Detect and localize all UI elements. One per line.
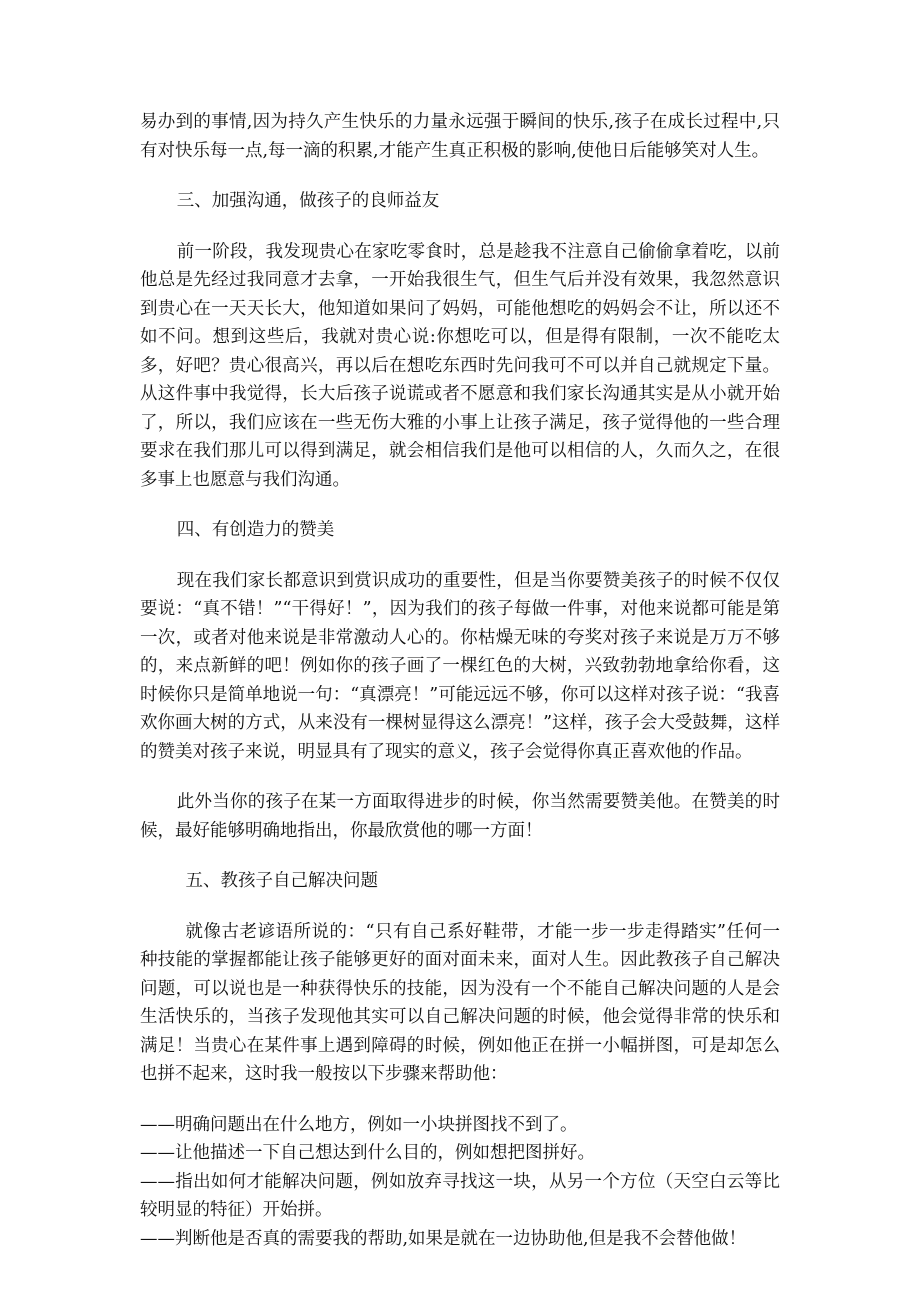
step-list-item: ——明确问题出在什么地方，例如一小块拼图找不到了。 bbox=[140, 1114, 578, 1135]
step-list-item: ——让他描述一下自己想达到什么目的，例如想把图拼好。 bbox=[140, 1143, 595, 1163]
intro-paragraph: 易办到的事情,因为持久产生快乐的力量永远强于瞬间的快乐,孩子在成长过程中,只有对快乐每一点,每一滴的积累,才能产生真正积极的影响,使他日后能够笑对人生。 bbox=[140, 112, 780, 161]
section-paragraph-communication: 前一阶段，我发现贵心在家吃零食时，总是趁我不注意自己偷偷拿着吃，以前他总是先经过我同意才去拿，一开始我很生气，但生气后并没有效果，我忽然意识到贵心在一天天长大，他知道如果问了妈妈，可能他想吃的妈妈会不让，所以还不如不问。想到这些后，我就对贵心说:你想吃可以，但是得有限制，一次不能吃太多，好吧？贵心很高兴，再以后在想吃东西时先问我可不可以并自己就规定下量。从这件事中我觉得，长大后孩子说谎或者不愿意和我们家长沟通其实是从小就开始了，所以，我们应该在一些无伤大雅的小事上让孩子满足，孩子觉得他的一些合理要求在我们那儿可以得到满足，就会相信我们是他可以相信的人，久而久之，在很多事上也愿意与我们沟通。 bbox=[140, 241, 780, 490]
document-body bbox=[140, 108, 780, 1253]
section-heading-problem-solving: 五、教孩子自己解决问题 bbox=[185, 871, 378, 891]
section-heading-communication: 三、加强沟通，做孩子的良师益友 bbox=[176, 191, 440, 211]
step-list-item: ——指出如何才能解决问题，例如放弃寻找这一块，从另一个方位（天空白云等比较明显的特征）开始拼。 bbox=[140, 1171, 780, 1220]
section-paragraph-problem-solving: 就像古老谚语所说的：“只有自己系好鞋带，才能一步一步走得踏实”任何一种技能的掌握都能让孩子能够更好的面对面未来，面对人生。因此教孩子自己解决问题，可以说也是一种获得快乐的技能，因为没有一个不能自己解决问题的人是会生活快乐的，当孩子发现他其实可以自己解决问题的时候，他会觉得非常的快乐和满足！当贵心在某件事上遇到障碍的时候，例如他正在拼一小幅拼图，可是却怎么也拼不起来，这时我一般按以下步骤来帮助他： bbox=[140, 921, 780, 1084]
step-list-item: ——判断他是否真的需要我的帮助,如果是就在一边协助他,但是我不会替他做！ bbox=[140, 1228, 747, 1249]
section-heading-creative-praise: 四、有创造力的赞美 bbox=[176, 520, 335, 540]
section-paragraph-creative-praise-1: 现在我们家长都意识到赏识成功的重要性，但是当你要赞美孩子的时候不仅仅要说：“真不错！”“干得好！”，因为我们的孩子每做一件事，对他来说都可能是第一次，或者对他来说是非常激动人心的。你枯燥无味的夸奖对孩子来说是万万不够的，来点新鲜的吧！例如你的孩子画了一棵红色的大树，兴致勃勃地拿给你看，这时候你只是简单地说一句：“真漂亮！”可能远远不够，你可以这样对孩子说：“我喜欢你画大树的方式，从来没有一棵树显得这么漂亮！”这样，孩子会大受鼓舞，这样的赞美对孩子来说，明显具有了现实的意义，孩子会觉得你真正喜欢他的作品。 bbox=[140, 570, 780, 762]
section-paragraph-creative-praise-2: 此外当你的孩子在某一方面取得进步的时候，你当然需要赞美他。在赞美的时候，最好能够明确地指出，你最欣赏他的哪一方面！ bbox=[140, 792, 780, 841]
